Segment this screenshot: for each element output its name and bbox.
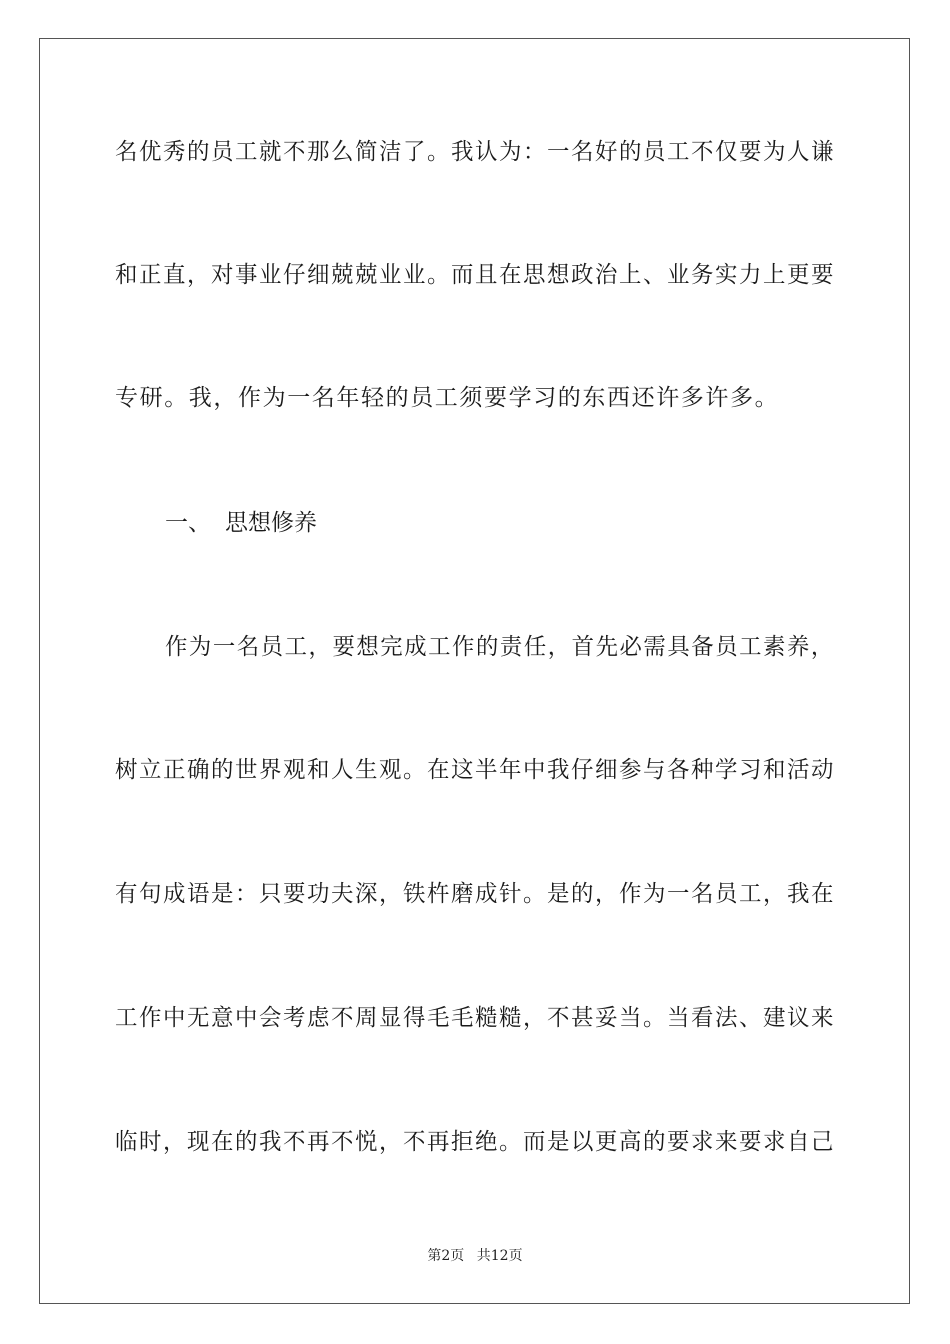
page-number: 第2页 (427, 1248, 465, 1264)
paragraph-first-line: 作为一名员工，要想完成工作的责任，首先必需具备员工素养， (165, 634, 835, 660)
section-heading-title: 思想修养 (225, 510, 317, 536)
page-total: 共12页 (476, 1248, 523, 1264)
page-footer (0, 1246, 950, 1266)
body-text-line: 和正直，对事业仔细兢兢业业。而且在思想政治上、业务实力上更要 (115, 262, 835, 288)
body-text-line: 专研。我，作为一名年轻的员工须要学习的东西还许多许多。 (115, 385, 780, 411)
body-text-line: 树立正确的世界观和人生观。在这半年中我仔细参与各种学习和活动 (115, 757, 835, 783)
body-text-line: 工作中无意中会考虑不周显得毛毛糙糙，不甚妥当。当看法、建议来 (115, 1005, 835, 1031)
body-text-line: 临时，现在的我不再不悦，不再拒绝。而是以更高的要求来要求自己 (115, 1129, 835, 1155)
section-heading (165, 507, 317, 539)
section-heading-number: 一、 (165, 510, 211, 536)
body-text-line: 有句成语是：只要功夫深，铁杵磨成针。是的，作为一名员工，我在 (115, 881, 835, 907)
page-border (39, 38, 910, 1304)
body-text-line: 名优秀的员工就不那么简洁了。我认为：一名好的员工不仅要为人谦 (115, 139, 835, 165)
